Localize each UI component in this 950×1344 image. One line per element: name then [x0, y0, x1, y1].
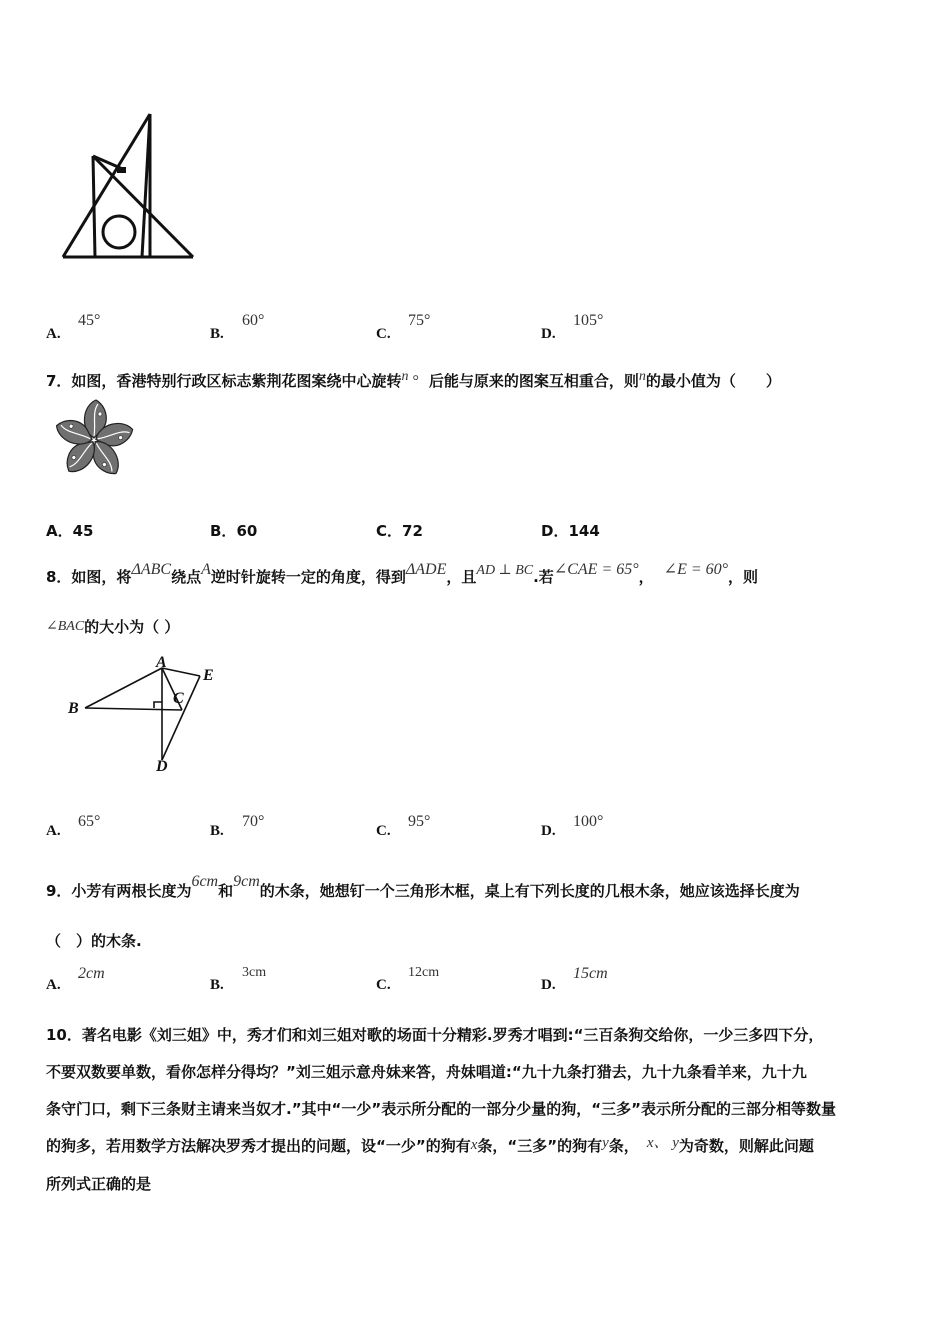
- q7-option-c[interactable]: C．72: [376, 522, 423, 540]
- q8-label-d: D: [156, 758, 168, 775]
- q6-figure: [55, 108, 200, 263]
- q7-stem: 7．如图，香港特别行政区标志紫荆花图案绕中心旋转n ° 后能与原来的图案互相重合，则n的最小值为（ ）: [46, 369, 781, 390]
- q10-line-2: 不要双数要单数，看你怎样分得均？”刘三姐示意舟妹来答，舟妹唱道:“九十九条打猎去，九十九条看羊来，九十九: [46, 1063, 807, 1081]
- q10-paragraph: [46, 1017, 906, 1203]
- bauhinia-figure: [48, 396, 140, 484]
- q9-stem: 9．小芳有两根长度为6cm和9cm的木条，她想钉一个三角形木框，桌上有下列长度的几根木条，她应该选择长度为: [46, 873, 800, 900]
- q10-line-1: 10．著名电影《刘三姐》中，秀才们和刘三姐对歌的场面十分精彩.罗秀才唱到:“三百条狗交给你，一少三多四下分，: [46, 1026, 824, 1044]
- q10-line-5: 所列式正确的是: [46, 1175, 152, 1193]
- q8-label-b: B: [68, 700, 79, 717]
- q8-label-e: E: [203, 667, 214, 684]
- q10-line-3: 条守门口，剩下三条财主请来当奴才.”其中“一少”表示所分配的一部分少量的狗，“三多”表示所分配的三部分相等数量: [46, 1100, 836, 1118]
- q7-option-b[interactable]: B．60: [210, 522, 258, 540]
- q7-option-d[interactable]: D．144: [541, 522, 600, 540]
- q8-label-a: A: [156, 654, 167, 671]
- q10-line-4: 的狗多，若用数学方法解决罗秀才提出的问题，设“一少”的狗有x条，“三多”的狗有y条， x、 y为奇数，则解此问题: [46, 1135, 814, 1155]
- q7-option-a[interactable]: A．45: [46, 522, 94, 540]
- q9-stem-line2: （ ）的木条.: [46, 932, 142, 950]
- q8-stem: 8．如图，将ΔABC绕点A逆时针旋转一定的角度，得到ΔADE，且AD ⊥ BC.若∠CAE = 65°， ∠E = 60°，则: [46, 561, 759, 586]
- q8-stem-line2: ∠BAC的大小为（ ）: [46, 618, 180, 636]
- q8-label-c: C: [173, 690, 184, 707]
